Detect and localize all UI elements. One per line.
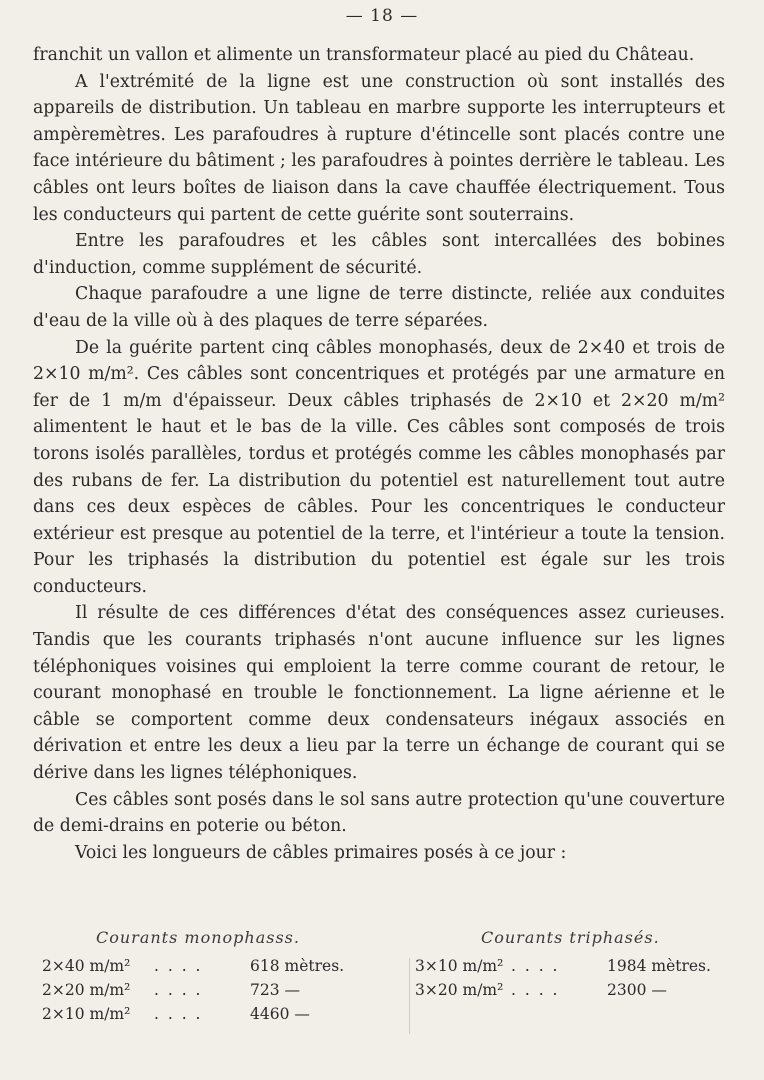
column-divider xyxy=(409,958,410,1034)
cable-section: 3×10 m/m² xyxy=(415,957,504,975)
paragraph-6: Il résulte de ces différences d'état des conséquences assez curieuses. Tandis que les courants triphasés n'ont aucune influence sur les lignes téléphoniques voisines qui emploient la terre comme courant de retour, le courant monophasé en trouble le fonctionnement. La ligne aérienne et le câble se comportent comme deux condensateurs inégaux associés en dérivation et entre les deux a lieu par la terre un échange de courant qui se dérive dans les lignes téléphoniques. xyxy=(33,603,725,784)
page-number: — 18 — xyxy=(345,6,419,26)
cable-section: 2×40 m/m² xyxy=(42,957,131,975)
paragraph-4: Chaque parafoudre a une ligne de terre distincte, reliée aux conduites d'eau de la ville où à des plaques de terre séparées. xyxy=(33,284,725,331)
leader-dots: . . . . xyxy=(154,1005,203,1023)
paragraph-3: Entre les parafoudres et les câbles sont intercallées des bobines d'induction, comme supplément de sécurité. xyxy=(33,231,725,278)
leader-dots: . . . . xyxy=(511,957,560,975)
paragraph-7: Ces câbles sont posés dans le sol sans autre protection qu'une couverture de demi-drains en poterie ou béton. xyxy=(33,789,725,837)
paragraph-8: Voici les longueurs de câbles primaires posés à ce jour : xyxy=(75,842,567,863)
body-text xyxy=(33,42,725,866)
paragraph-5: De la guérite partent cinq câbles monophasés, deux de 2×40 et trois de 2×10 m/m². Ces câbles sont concentriques et protégés par une armature en fer de 1 m/m d'épaisseur. Deux câbles triphasés de 2×10 et 2×20 m/m² alimentent le haut et le bas de la ville. Ces câbles sont composés de trois torons isolés parallèles, tordus et protégés comme les câbles monophasés par des rubans de fer. La distribution du potentiel est naturellement tout autre dans ces deux espèces de câbles. Pour les concentriques le conducteur extérieur est presque au potentiel de la terre, et l'intérieur a toute la tension. Pour les triphasés la distribution du potentiel est égale sur les trois conducteurs. xyxy=(33,337,725,597)
cable-section: 2×10 m/m² xyxy=(42,1005,131,1023)
table-row xyxy=(42,1005,372,1029)
cable-section: 3×20 m/m² xyxy=(415,981,504,999)
table-row xyxy=(42,981,372,1005)
cable-lengths-tables xyxy=(0,928,764,1038)
table-row xyxy=(415,957,735,981)
cable-section: 2×20 m/m² xyxy=(42,981,131,999)
monophase-table xyxy=(42,928,372,1029)
leader-dots: . . . . xyxy=(154,981,203,999)
leader-dots: . . . . xyxy=(154,957,203,975)
cable-length: 723 — xyxy=(250,981,301,999)
leader-dots: . . . . xyxy=(511,981,560,999)
triphase-title: Courants triphasés. xyxy=(481,928,660,947)
table-row xyxy=(415,981,735,1005)
paragraph-2: A l'extrémité de la ligne est une construction où sont installés des appareils de distribution. Un tableau en marbre supporte les interrupteurs et ampèremètres. Les parafoudres à rupture d'étincelle sont placés contre une face intérieure du bâtiment ; les parafoudres à pointes derrière le tableau. Les câbles ont leurs boîtes de liaison dans la cave chauffée électriquement. Tous les conducteurs qui partent de cette guérite sont souterrains. xyxy=(33,71,725,225)
table-row xyxy=(42,957,372,981)
cable-length: 2300 — xyxy=(607,981,667,999)
paragraph-1: franchit un vallon et alimente un transformateur placé au pied du Château. xyxy=(33,45,695,65)
monophase-title: Courants monophasss. xyxy=(96,928,300,947)
triphase-table xyxy=(415,928,735,1005)
cable-length: 618 mètres. xyxy=(250,957,345,975)
cable-length: 4460 — xyxy=(250,1005,310,1023)
cable-length: 1984 mètres. xyxy=(607,957,711,975)
